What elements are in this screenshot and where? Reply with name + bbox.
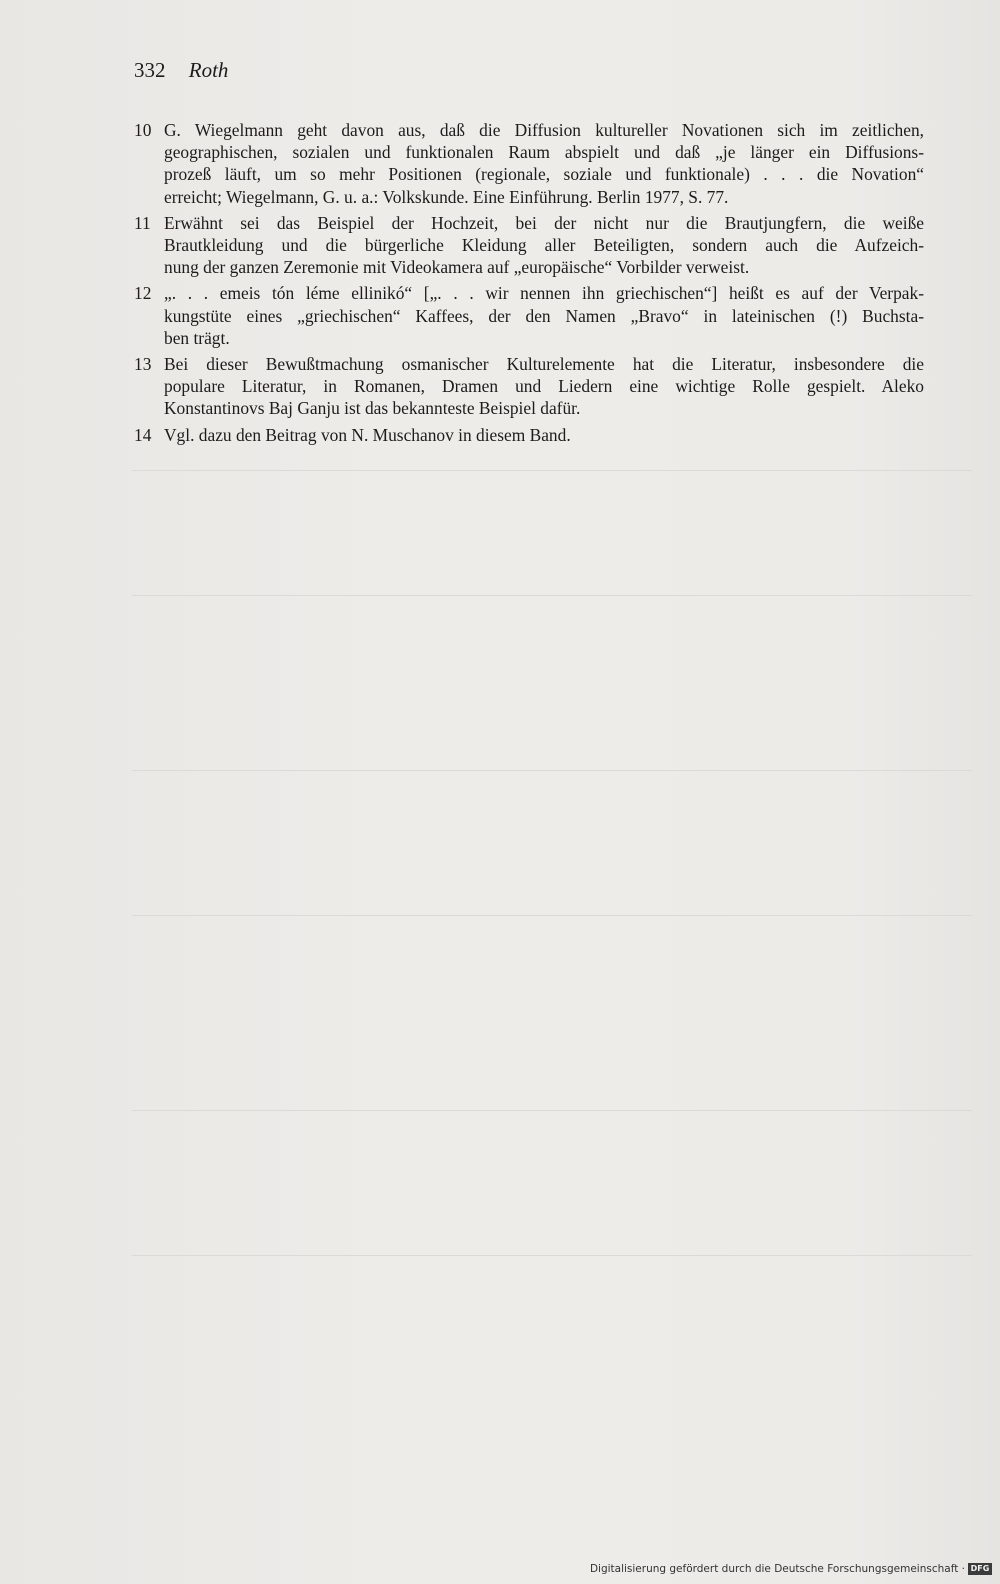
- footnote-line: Erwähnt sei das Beispiel der Hochzeit, bei der nicht nur die Brautjungfern, die weiße: [164, 212, 924, 233]
- footnote-line: Brautkleidung und die bürgerliche Kleidung aller Beteiligten, sondern auch die Aufzeich-: [164, 235, 924, 256]
- footnote-line: kungstüte eines „griechischen“ Kaffees, der den Namen „Bravo“ in lateinischen (!) Buchsta-: [164, 305, 924, 326]
- footnote: [134, 119, 924, 208]
- page-number: 332: [134, 58, 166, 82]
- footnote-line: erreicht; Wiegelmann, G. u. a.: Volkskunde. Eine Einführung. Berlin 1977, S. 77.: [164, 186, 729, 207]
- footnote: [134, 212, 924, 279]
- funding-notice: Digitalisierung gefördert durch die Deutsche Forschungsgemeinschaft ·: [589, 1563, 965, 1575]
- show-through-line: [132, 915, 972, 916]
- footnote: [134, 353, 924, 420]
- footnote-line: G. Wiegelmann geht davon aus, daß die Diffusion kultureller Novationen sich im zeitlichen,: [164, 120, 924, 140]
- footnote-line: geographischen, sozialen und funktionalen Raum abspielt und daß „je länger ein Diffusions-: [164, 142, 924, 163]
- footnote-number: 12: [134, 283, 152, 304]
- footnote-number: 13: [134, 354, 152, 375]
- footnote-line: „. . . emeis tón léme ellinikó“ [„. . . wir nennen ihn griechischen“] heißt es auf der Verpak-: [164, 283, 924, 304]
- footnote-number: 14: [134, 424, 152, 445]
- show-through-line: [132, 595, 972, 596]
- footnote-line: Bei dieser Bewußtmachung osmanischer Kulturelemente hat die Literatur, insbesondere die: [164, 354, 924, 375]
- footnote-number: 10: [134, 120, 152, 140]
- dfg-logo: DFG: [968, 1563, 992, 1575]
- page-header: [134, 56, 228, 84]
- footnote-line: Vgl. dazu den Beitrag von N. Muschanov in diesem Band.: [164, 424, 571, 445]
- footnotes: [134, 119, 924, 450]
- show-through-line: [132, 1255, 972, 1256]
- show-through-line: [132, 470, 972, 471]
- show-through-line: [132, 1110, 972, 1111]
- footnote-number: 11: [134, 212, 151, 233]
- digitization-footer: [590, 1562, 992, 1576]
- footnote-line: Konstantinovs Baj Ganju ist das bekannteste Beispiel dafür.: [164, 398, 581, 419]
- running-head: Roth: [188, 58, 229, 82]
- footnote: [134, 282, 924, 349]
- footnote-line: ben trägt.: [164, 327, 230, 348]
- footnote-line: populare Literatur, in Romanen, Dramen und Liedern eine wichtige Rolle gespielt. Aleko: [164, 376, 924, 397]
- footnote-line: nung der ganzen Zeremonie mit Videokamera auf „europäische“ Vorbilder verweist.: [164, 257, 750, 278]
- footnote: [134, 424, 924, 446]
- show-through-line: [132, 770, 972, 771]
- footnote-line: prozeß läuft, um so mehr Positionen (regionale, soziale und funktionale) . . . die Novation“: [164, 164, 924, 185]
